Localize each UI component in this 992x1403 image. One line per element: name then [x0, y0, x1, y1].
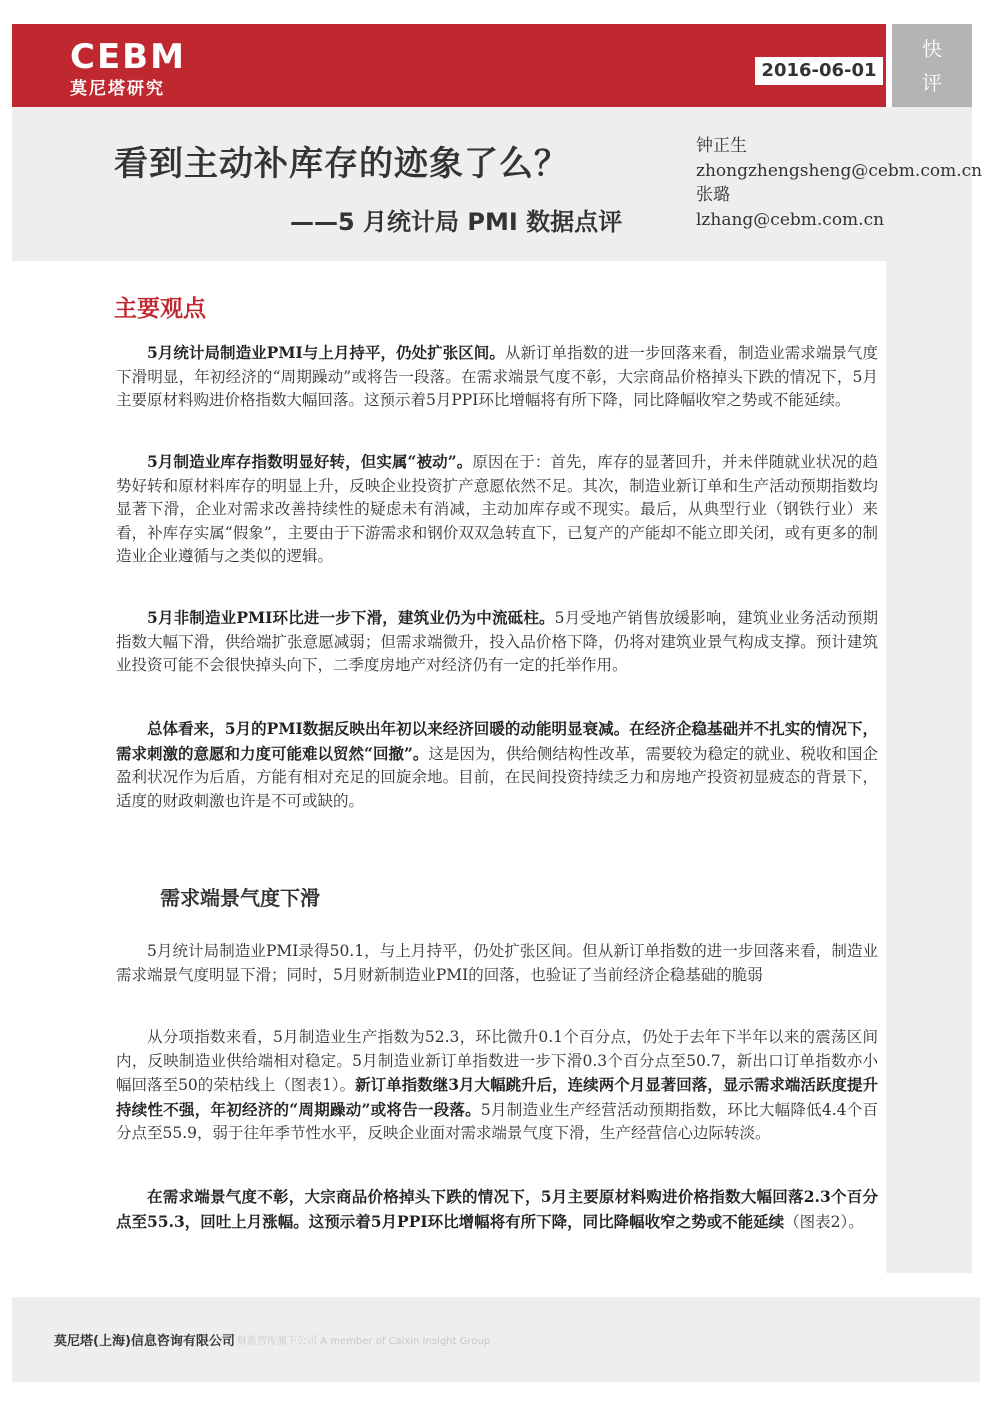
key-point-bold: 5月非制造业PMI环比进一步下滑，建筑业仍为中流砥柱。 [147, 608, 555, 627]
body-paragraph [116, 1185, 878, 1234]
tag-line-1: 快 [922, 37, 942, 61]
key-point-paragraph [116, 341, 878, 413]
tag-line-2: 评 [922, 71, 942, 95]
logo-mark: CEBM [70, 37, 186, 77]
section-title: 主要观点 [114, 296, 206, 322]
footer-company: 莫尼塔(上海)信息咨询有限公司 [54, 1334, 235, 1349]
author-email[interactable]: zhongzhengsheng@cebm.com.cn [696, 160, 983, 181]
author-email[interactable]: lzhang@cebm.com.cn [696, 209, 885, 230]
sub-section-title: 需求端景气度下滑 [160, 886, 320, 910]
main-title: 看到主动补库存的迹象了么？ [114, 144, 569, 184]
author-list [696, 134, 982, 232]
body-paragraph [116, 1026, 878, 1146]
author-name: 钟正生 [696, 136, 747, 156]
key-point-bold: 5月统计局制造业PMI与上月持平，仍处扩张区间。 [147, 343, 505, 362]
body-bold: 新订单指数继3月大幅跳升后，连续两个月显著回落，显示需求端活跃度提升持续性不强，年初经济的“周期躁动”或将告一段落。 [116, 1075, 878, 1119]
report-date: 2016-06-01 [755, 57, 883, 85]
sub-title: ——5 月统计局 PMI 数据点评 [290, 208, 623, 236]
side-strip [886, 261, 972, 1273]
key-point-paragraph [116, 717, 878, 813]
report-type-tag [892, 24, 972, 107]
author-name: 张璐 [696, 185, 730, 205]
key-point-bold: 5月制造业库存指数明显好转，但实属“被动”。 [147, 452, 473, 471]
cebm-logo [70, 37, 186, 99]
key-point-text: 从新订单指数的进一步回落来看，制造业需求端景气度下滑明显，年初经济的“周期躁动”或将告一段落。在需求端景气度不彰，大宗商品价格掉头下跌的情况下，5月主要原材料购进价格指数大幅回落。这预示着5月PPI环比增幅将有所下降，同比降幅收窄之势或不能延续。 [116, 344, 878, 409]
key-point-bold: 总体看来，5月的PMI数据反映出年初以来经济回暖的动能明显衰减。在经济企稳基础并不扎实的情况下，需求刺激的意愿和力度可能难以贸然“回撤”。 [116, 719, 878, 763]
key-point-paragraph [116, 606, 878, 678]
key-point-paragraph [116, 450, 878, 569]
key-point-text: 这是因为，供给侧结构性改革，需要较为稳定的就业、税收和国企盈利状况作为后盾，方能有相对充足的回旋余地。目前，在民间投资持续乏力和房地产投资初显疲态的背景下，适度的财政刺激也许是不可或缺的。 [116, 744, 878, 810]
key-point-text: 原因在于：首先，库存的显著回升，并未伴随就业状况的趋势好转和原材料库存的明显上升，反映企业投资扩产意愿依然不足。其次，制造业新订单和生产活动预期指数均显著下滑，企业对需求改善持续性的疑虑未有消减，主动加库存或不现实。最后，从典型行业（钢铁行业）来看，补库存实属“假象”，主要由于下游需求和钢价双双急转直下，已复产的产能却不能立即关闭，或有更多的制造业企业遵循与之类似的逻辑。 [116, 453, 878, 565]
key-point-text: 5月受地产销售放缓影响，建筑业业务活动预期指数大幅下滑，供给端扩张意愿减弱；但需求端微升，投入品价格下降，仍将对建筑业景气构成支撑。预计建筑业投资可能不会很快掉头向下，二季度房地产对经济仍有一定的托举作用。 [116, 609, 878, 674]
body-text: 从分项指数来看，5月制造业生产指数为52.3，环比微升0.1个百分点，仍处于去年下半年以来的震荡区间内，反映制造业供给端相对稳定。5月制造业新订单指数进一步下滑0.3个百分点至50.7，新出口订单指数亦小幅回落至50的荣枯线上（图表1）。 [116, 1028, 878, 1094]
body-bold: 在需求端景气度不彰，大宗商品价格掉头下跌的情况下，5月主要原材料购进价格指数大幅回落2.3个百分点至55.3，回吐上月涨幅。这预示着5月PPI环比增幅将有所下降，同比降幅收窄之势或不能延续 [116, 1187, 878, 1231]
body-text: （图表2）。 [784, 1212, 864, 1231]
body-text: 5月制造业生产经营活动预期指数，环比大幅降低4.4个百分点至55.9，弱于往年季节性水平，反映企业面对需求端景气度下滑，生产经营信心边际转淡。 [116, 1100, 878, 1142]
body-paragraph: 5月统计局制造业PMI录得50.1，与上月持平，仍处扩张区间。但从新订单指数的进一步回落来看，制造业需求端景气度明显下滑；同时，5月财新制造业PMI的回落，也验证了当前经济企稳基础的脆弱 [116, 942, 878, 984]
footer-affiliation: 财新智库旗下公司 A member of Caixin Insight Group [237, 1336, 491, 1347]
logo-cn: 莫尼塔研究 [70, 79, 165, 99]
